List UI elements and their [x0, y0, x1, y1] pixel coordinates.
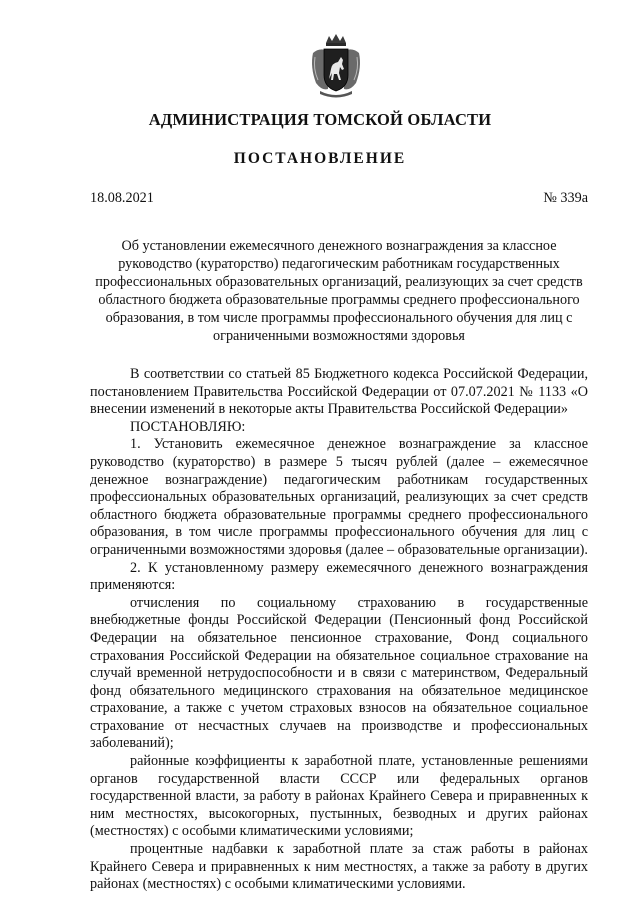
- subitem-percentage-allowances: процентные надбавки к заработной плате за стаж работы в районах Крайнего Севера и приравненных к ним местностях, а также за работу в других районах (местностях) с особыми климатическими условиями.: [90, 841, 588, 893]
- decree-heading: ПОСТАНОВЛЯЮ:: [130, 418, 246, 435]
- subitem-social-insurance: отчисления по социальному страхованию в государственные внебюджетные фонды Российской Федерации (Пенсионный фонд Российской Федерации на обязательное пенсионное страхование, Фонд социального страхования Российской Федерации на обязательное социальное страхование на случай временной нетрудоспособности и в связи с материнством, Федеральный фонд обязательного медицинского страхования на обязательное медицинское страхование, а также с учетом страховых взносов на обязательное социальное страхование от несчастных случаев на производстве и профессиональных заболеваний);: [90, 594, 588, 752]
- item-1-paragraph: 1. Установить ежемесячное денежное вознаграждение за классное руководство (кураторство) в размере 5 тысяч рублей (далее – ежемесячное денежное вознаграждение) педагогическим работникам государственных профессиональных образовательных организаций, реализующих за счет средств областного бюджета образовательные программы среднего профессионального образования, в том числе программы профессионального обучения для лиц с ограниченными возможностями здоровья (далее – образовательные организации).: [90, 436, 588, 558]
- document-date: 18.08.2021: [90, 190, 154, 206]
- subitem-regional-coefficients: районные коэффициенты к заработной плате, установленные решениями органов государственной власти СССР или федеральных органов государственной власти, за работу в районах Крайнего Севера и приравненных к ним местностях, высокогорных, пустынных, безводных и других районах (местностях) с особыми климатическими условиями;: [90, 753, 588, 840]
- document-type: ПОСТАНОВЛЕНИЕ: [233, 150, 407, 167]
- document-number: № 339а: [543, 190, 588, 206]
- organization-title: АДМИНИСТРАЦИЯ ТОМСКОЙ ОБЛАСТИ: [148, 110, 492, 129]
- preamble-paragraph: В соответствии со статьей 85 Бюджетного кодекса Российской Федерации, постановлением Правительства Российской Федерации от 07.07.2021 № 1133 «О внесении изменений в некоторые акты Правительства Российской Федерации»: [90, 366, 588, 418]
- tomsk-coat-of-arms-icon: [308, 33, 364, 99]
- item-2-paragraph: 2. К установленному размеру ежемесячного денежного вознаграждения применяются:: [90, 559, 588, 594]
- document-subject: Об установлении ежемесячного денежного вознаграждения за классное руководство (кураторство) педагогическим работникам государственных профессиональных образовательных организаций, реализующих за счет средств областного бюджета образовательные программы среднего профессионального образования, в том числе программы профессионального обучения для лиц с ограниченными возможностями здоровья: [95, 238, 583, 344]
- document-body: [90, 366, 588, 894]
